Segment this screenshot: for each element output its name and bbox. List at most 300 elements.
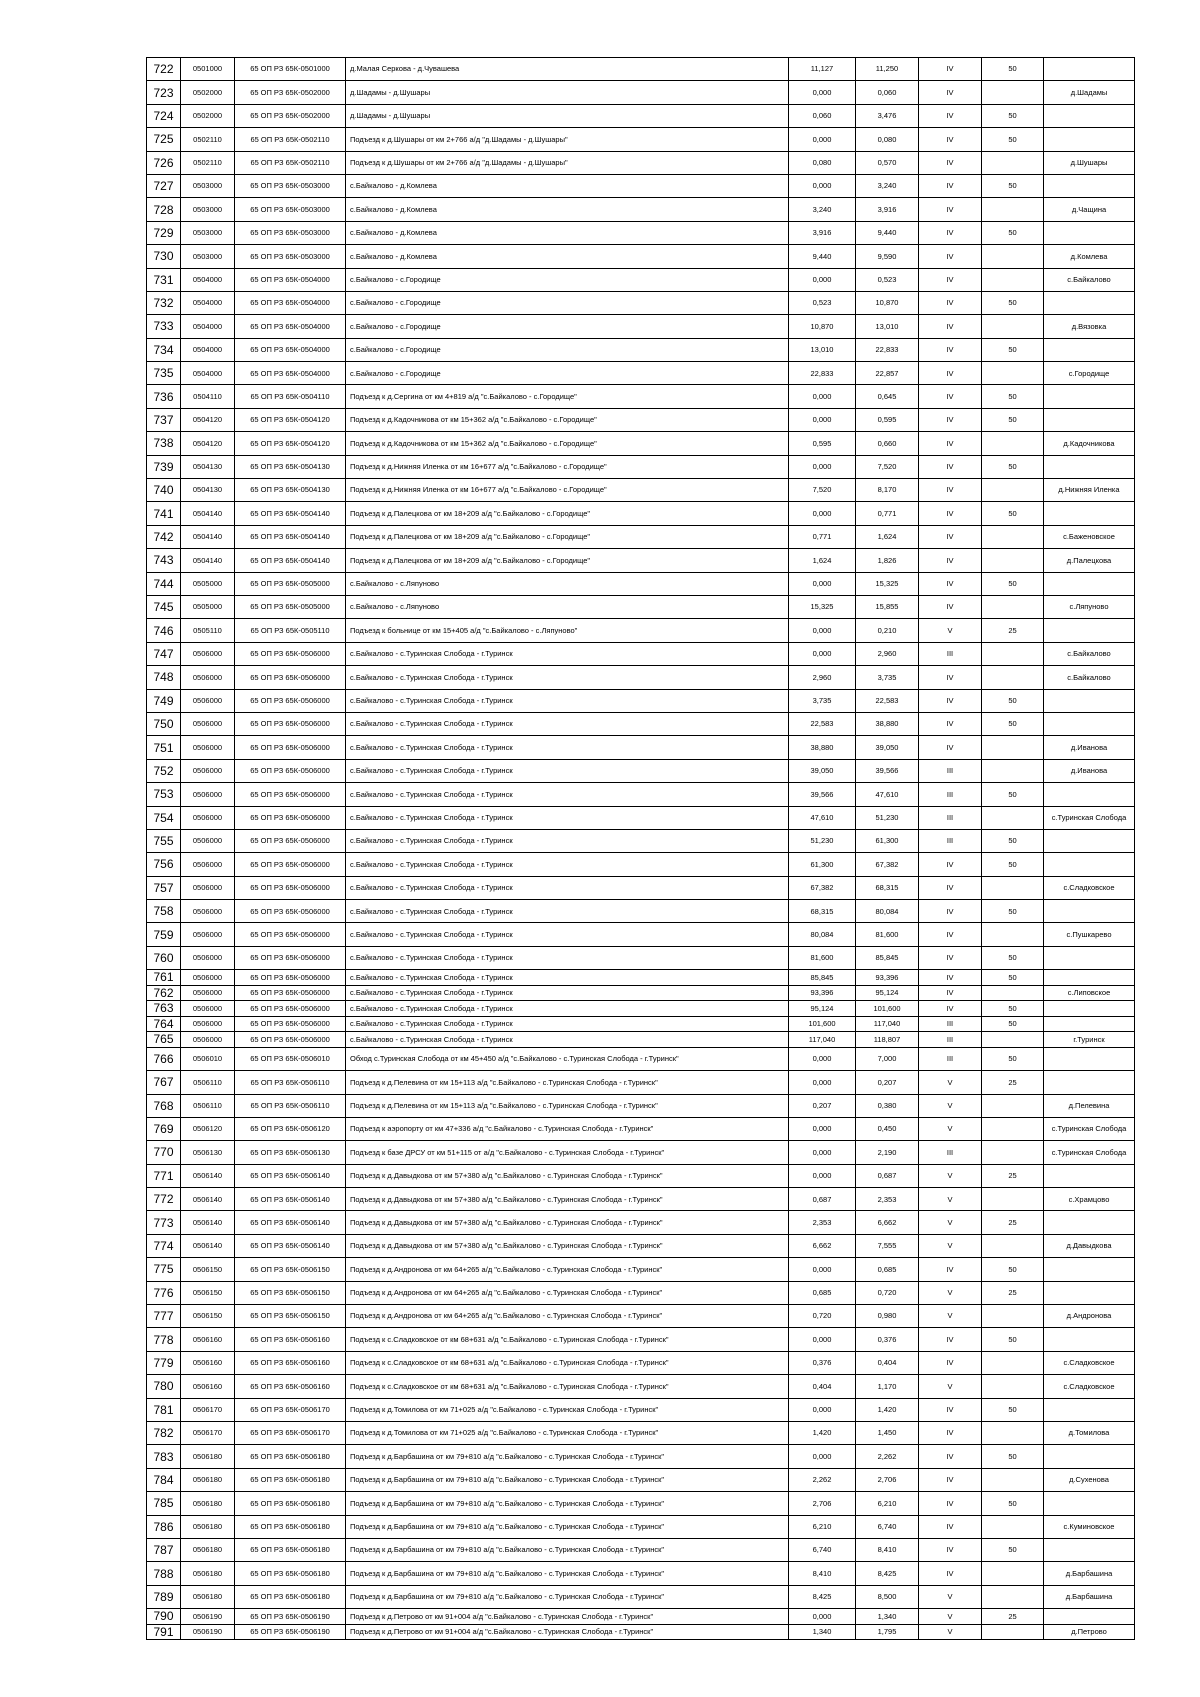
table-row [147, 1016, 1135, 1032]
speed-limit [982, 642, 1044, 665]
road-code: 0506000 [181, 985, 235, 1001]
road-category: IV [919, 689, 982, 712]
road-category: V [919, 1585, 982, 1608]
row-number: 769 [147, 1117, 181, 1140]
speed-limit [982, 923, 1044, 946]
road-name: Подъезд к д.Петрово от км 91+004 а/д "с.Байкалово - с.Туринская Слобода - г.Туринск" [346, 1609, 789, 1625]
km-start: 0,060 [789, 104, 856, 127]
road-code: 0501000 [181, 58, 235, 81]
road-name: Подъезд к д.Барбашина от км 79+810 а/д "с.Байкалово - с.Туринская Слобода - г.Туринск" [346, 1492, 789, 1515]
row-number: 784 [147, 1468, 181, 1491]
settlement: с.Сладковское [1044, 1351, 1135, 1374]
road-category: V [919, 619, 982, 642]
settlement: с.Пушкарево [1044, 923, 1135, 946]
road-category: V [919, 1624, 982, 1640]
road-category: IV [919, 198, 982, 221]
km-end: 0,523 [856, 268, 919, 291]
table-row [147, 1234, 1135, 1257]
road-name: Подъезд к д.Сергина от км 4+819 а/д "с.Байкалово - с.Городище" [346, 385, 789, 408]
road-id: 65 ОП РЗ 65К-0506180 [235, 1468, 346, 1491]
speed-limit [982, 1234, 1044, 1257]
settlement: д.Барбашина [1044, 1585, 1135, 1608]
row-number: 740 [147, 479, 181, 502]
settlement: д.Нижняя Иленка [1044, 479, 1135, 502]
road-name: с.Байкалово - с.Туринская Слобода - г.Туринск [346, 970, 789, 986]
settlement: д.Андронова [1044, 1305, 1135, 1328]
row-number: 750 [147, 712, 181, 735]
table-row [147, 338, 1135, 361]
road-category: IV [919, 1445, 982, 1468]
row-number: 736 [147, 385, 181, 408]
km-start: 0,000 [789, 1164, 856, 1187]
road-code: 0504130 [181, 479, 235, 502]
road-code: 0506110 [181, 1094, 235, 1117]
road-code: 0506000 [181, 642, 235, 665]
road-code: 0502000 [181, 104, 235, 127]
road-name: с.Байкалово - с.Туринская Слобода - г.Туринск [346, 642, 789, 665]
km-end: 0,660 [856, 432, 919, 455]
road-name: Подъезд к д.Пелевина от км 15+113 а/д "с.Байкалово - с.Туринская Слобода - г.Туринск" [346, 1071, 789, 1094]
row-number: 770 [147, 1141, 181, 1164]
road-category: V [919, 1164, 982, 1187]
road-code: 0502110 [181, 151, 235, 174]
table-row [147, 923, 1135, 946]
km-start: 13,010 [789, 338, 856, 361]
speed-limit: 50 [982, 1398, 1044, 1421]
road-id: 65 ОП РЗ 65К-0503000 [235, 174, 346, 197]
road-code: 0506000 [181, 900, 235, 923]
road-name: Подъезд к д.Нижняя Иленка от км 16+677 а/д "с.Байкалово - с.Городище" [346, 455, 789, 478]
road-name: с.Байкалово - д.Комлева [346, 221, 789, 244]
road-id: 65 ОП РЗ 65К-0501000 [235, 58, 346, 81]
road-name: Подъезд к базе ДРСУ от км 51+115 от а/д "с.Байкалово - с.Туринская Слобода - г.Туринск" [346, 1141, 789, 1164]
table-row [147, 1445, 1135, 1468]
road-name: с.Байкалово - с.Туринская Слобода - г.Туринск [346, 689, 789, 712]
speed-limit [982, 479, 1044, 502]
speed-limit [982, 759, 1044, 782]
table-row [147, 315, 1135, 338]
table-row [147, 759, 1135, 782]
road-code: 0506190 [181, 1609, 235, 1625]
km-start: 7,520 [789, 479, 856, 502]
km-end: 1,826 [856, 549, 919, 572]
speed-limit: 25 [982, 1281, 1044, 1304]
road-name: Подъезд к д.Барбашина от км 79+810 а/д "с.Байкалово - с.Туринская Слобода - г.Туринск" [346, 1585, 789, 1608]
road-code: 0506170 [181, 1421, 235, 1444]
road-category: IV [919, 1328, 982, 1351]
km-end: 80,084 [856, 900, 919, 923]
speed-limit: 50 [982, 174, 1044, 197]
row-number: 768 [147, 1094, 181, 1117]
table-row [147, 689, 1135, 712]
table-row [147, 1281, 1135, 1304]
km-end: 6,740 [856, 1515, 919, 1538]
road-category: IV [919, 736, 982, 759]
settlement [1044, 1071, 1135, 1094]
km-start: 0,000 [789, 128, 856, 151]
table-row [147, 806, 1135, 829]
speed-limit: 50 [982, 712, 1044, 735]
row-number: 745 [147, 595, 181, 618]
row-number: 753 [147, 783, 181, 806]
settlement: д.Шадамы [1044, 81, 1135, 104]
road-category: IV [919, 432, 982, 455]
km-end: 7,520 [856, 455, 919, 478]
row-number: 766 [147, 1047, 181, 1070]
road-code: 0503000 [181, 198, 235, 221]
road-id: 65 ОП РЗ 65К-0502000 [235, 81, 346, 104]
km-end: 95,124 [856, 985, 919, 1001]
settlement [1044, 1538, 1135, 1561]
km-start: 1,624 [789, 549, 856, 572]
road-category: IV [919, 525, 982, 548]
road-code: 0506140 [181, 1188, 235, 1211]
road-name: с.Байкалово - с.Туринская Слобода - г.Туринск [346, 783, 789, 806]
table-row [147, 666, 1135, 689]
road-category: IV [919, 1351, 982, 1374]
table-row [147, 572, 1135, 595]
table-row [147, 1141, 1135, 1164]
road-name: с.Байкалово - с.Туринская Слобода - г.Туринск [346, 712, 789, 735]
road-code: 0506140 [181, 1211, 235, 1234]
settlement: д.Иванова [1044, 759, 1135, 782]
table-row [147, 1094, 1135, 1117]
km-end: 117,040 [856, 1016, 919, 1032]
settlement: с.Туринская Слобода [1044, 806, 1135, 829]
road-name: с.Байкалово - с.Туринская Слобода - г.Туринск [346, 666, 789, 689]
km-start: 0,080 [789, 151, 856, 174]
speed-limit: 50 [982, 221, 1044, 244]
road-id: 65 ОП РЗ 65К-0506000 [235, 946, 346, 969]
table-row [147, 1117, 1135, 1140]
km-start: 6,662 [789, 1234, 856, 1257]
settlement [1044, 900, 1135, 923]
road-id: 65 ОП РЗ 65К-0504140 [235, 525, 346, 548]
road-code: 0505000 [181, 572, 235, 595]
speed-limit [982, 1188, 1044, 1211]
km-start: 0,000 [789, 1398, 856, 1421]
road-category: IV [919, 923, 982, 946]
road-id: 65 ОП РЗ 65К-0506000 [235, 783, 346, 806]
settlement [1044, 291, 1135, 314]
table-row [147, 1188, 1135, 1211]
table-row [147, 1047, 1135, 1070]
road-name: Подъезд к д.Давыдкова от км 57+380 а/д "с.Байкалово - с.Туринская Слобода - г.Туринск" [346, 1234, 789, 1257]
row-number: 781 [147, 1398, 181, 1421]
settlement: с.Байкалово [1044, 268, 1135, 291]
km-end: 61,300 [856, 829, 919, 852]
speed-limit [982, 1468, 1044, 1491]
km-start: 0,000 [789, 1445, 856, 1468]
table-row [147, 385, 1135, 408]
road-name: Подъезд к д.Давыдкова от км 57+380 а/д "с.Байкалово - с.Туринская Слобода - г.Туринск" [346, 1211, 789, 1234]
speed-limit [982, 549, 1044, 572]
km-start: 1,340 [789, 1624, 856, 1640]
road-category: IV [919, 1001, 982, 1017]
km-start: 0,000 [789, 268, 856, 291]
km-start: 0,000 [789, 1117, 856, 1140]
road-name: с.Байкалово - с.Туринская Слобода - г.Туринск [346, 1001, 789, 1017]
speed-limit: 50 [982, 853, 1044, 876]
km-start: 39,050 [789, 759, 856, 782]
settlement [1044, 712, 1135, 735]
speed-limit: 50 [982, 291, 1044, 314]
settlement: д.Барбашина [1044, 1562, 1135, 1585]
road-id: 65 ОП РЗ 65К-0504120 [235, 408, 346, 431]
km-start: 0,000 [789, 572, 856, 595]
km-start: 10,870 [789, 315, 856, 338]
table-row [147, 362, 1135, 385]
road-category: IV [919, 1421, 982, 1444]
road-category: III [919, 783, 982, 806]
road-id: 65 ОП РЗ 65К-0506000 [235, 970, 346, 986]
settlement [1044, 58, 1135, 81]
table-row [147, 1351, 1135, 1374]
road-category: IV [919, 946, 982, 969]
table-row [147, 876, 1135, 899]
road-code: 0503000 [181, 221, 235, 244]
table-row [147, 1624, 1135, 1640]
road-code: 0504000 [181, 362, 235, 385]
settlement [1044, 1047, 1135, 1070]
table-row [147, 853, 1135, 876]
road-code: 0504140 [181, 502, 235, 525]
road-category: V [919, 1305, 982, 1328]
row-number: 752 [147, 759, 181, 782]
settlement [1044, 1164, 1135, 1187]
road-code: 0505000 [181, 595, 235, 618]
road-category: IV [919, 362, 982, 385]
road-code: 0502000 [181, 81, 235, 104]
speed-limit: 25 [982, 1211, 1044, 1234]
speed-limit [982, 1515, 1044, 1538]
row-number: 732 [147, 291, 181, 314]
speed-limit: 50 [982, 408, 1044, 431]
km-end: 13,010 [856, 315, 919, 338]
road-category: III [919, 829, 982, 852]
road-category: IV [919, 502, 982, 525]
road-category: III [919, 1016, 982, 1032]
road-code: 0506000 [181, 783, 235, 806]
table-row [147, 1609, 1135, 1625]
row-number: 771 [147, 1164, 181, 1187]
road-code: 0504120 [181, 432, 235, 455]
km-start: 1,420 [789, 1421, 856, 1444]
settlement [1044, 946, 1135, 969]
km-start: 0,000 [789, 1258, 856, 1281]
settlement: д.Сухенова [1044, 1468, 1135, 1491]
speed-limit: 50 [982, 900, 1044, 923]
settlement [1044, 829, 1135, 852]
speed-limit [982, 1585, 1044, 1608]
table-row [147, 502, 1135, 525]
km-start: 68,315 [789, 900, 856, 923]
speed-limit [982, 432, 1044, 455]
road-code: 0506000 [181, 806, 235, 829]
settlement: д.Палецкова [1044, 549, 1135, 572]
km-start: 0,000 [789, 619, 856, 642]
km-end: 2,706 [856, 1468, 919, 1491]
road-id: 65 ОП РЗ 65К-0505000 [235, 572, 346, 595]
km-end: 0,687 [856, 1164, 919, 1187]
road-id: 65 ОП РЗ 65К-0506010 [235, 1047, 346, 1070]
km-start: 80,084 [789, 923, 856, 946]
road-category: III [919, 759, 982, 782]
settlement [1044, 1001, 1135, 1017]
road-category: IV [919, 1515, 982, 1538]
road-id: 65 ОП РЗ 65К-0506000 [235, 829, 346, 852]
row-number: 756 [147, 853, 181, 876]
table-row [147, 174, 1135, 197]
km-start: 93,396 [789, 985, 856, 1001]
road-category: V [919, 1188, 982, 1211]
speed-limit [982, 315, 1044, 338]
road-name: с.Байкалово - с.Городище [346, 362, 789, 385]
km-end: 8,425 [856, 1562, 919, 1585]
km-start: 9,440 [789, 245, 856, 268]
settlement [1044, 408, 1135, 431]
settlement [1044, 1211, 1135, 1234]
km-start: 2,262 [789, 1468, 856, 1491]
row-number: 758 [147, 900, 181, 923]
road-id: 65 ОП РЗ 65К-0506190 [235, 1624, 346, 1640]
row-number: 787 [147, 1538, 181, 1561]
road-name: Подъезд к д.Барбашина от км 79+810 а/д "с.Байкалово - с.Туринская Слобода - г.Туринск" [346, 1562, 789, 1585]
road-code: 0506000 [181, 1001, 235, 1017]
road-category: IV [919, 128, 982, 151]
road-name: Подъезд к д.Пелевина от км 15+113 а/д "с.Байкалово - с.Туринская Слобода - г.Туринск" [346, 1094, 789, 1117]
road-name: Подъезд к д.Палецкова от км 18+209 а/д "с.Байкалово - с.Городище" [346, 502, 789, 525]
speed-limit: 50 [982, 1492, 1044, 1515]
km-start: 47,610 [789, 806, 856, 829]
road-name: с.Байкалово - д.Комлева [346, 174, 789, 197]
km-end: 1,624 [856, 525, 919, 548]
road-name: с.Байкалово - с.Городище [346, 291, 789, 314]
road-code: 0504000 [181, 338, 235, 361]
row-number: 735 [147, 362, 181, 385]
km-end: 11,250 [856, 58, 919, 81]
table-row [147, 455, 1135, 478]
road-category: V [919, 1281, 982, 1304]
table-row [147, 1001, 1135, 1017]
km-start: 22,583 [789, 712, 856, 735]
road-id: 65 ОП РЗ 65К-0506000 [235, 1001, 346, 1017]
km-end: 2,190 [856, 1141, 919, 1164]
table-row [147, 619, 1135, 642]
road-id: 65 ОП РЗ 65К-0506000 [235, 900, 346, 923]
speed-limit: 50 [982, 783, 1044, 806]
road-code: 0506150 [181, 1281, 235, 1304]
road-code: 0506000 [181, 970, 235, 986]
road-category: IV [919, 1468, 982, 1491]
road-category: IV [919, 572, 982, 595]
settlement: с.Туринская Слобода [1044, 1141, 1135, 1164]
table-row [147, 1492, 1135, 1515]
settlement [1044, 455, 1135, 478]
settlement: с.Сладковское [1044, 1375, 1135, 1398]
road-name: Подъезд к д.Томилова от км 71+025 а/д "с.Байкалово - с.Туринская Слобода - г.Туринск" [346, 1421, 789, 1444]
row-number: 751 [147, 736, 181, 759]
road-category: IV [919, 58, 982, 81]
road-code: 0506190 [181, 1624, 235, 1640]
road-category: IV [919, 291, 982, 314]
road-id: 65 ОП РЗ 65К-0506180 [235, 1445, 346, 1468]
settlement [1044, 338, 1135, 361]
road-code: 0506000 [181, 1016, 235, 1032]
road-code: 0506160 [181, 1375, 235, 1398]
road-category: IV [919, 666, 982, 689]
road-category: III [919, 642, 982, 665]
road-category: IV [919, 1562, 982, 1585]
table-row [147, 1585, 1135, 1608]
table-body [147, 58, 1135, 1640]
road-category: V [919, 1071, 982, 1094]
road-name: с.Байкалово - с.Туринская Слобода - г.Туринск [346, 853, 789, 876]
row-number: 726 [147, 151, 181, 174]
road-id: 65 ОП РЗ 65К-0506150 [235, 1258, 346, 1281]
row-number: 725 [147, 128, 181, 151]
road-code: 0506000 [181, 736, 235, 759]
speed-limit: 50 [982, 385, 1044, 408]
road-name: с.Байкалово - с.Туринская Слобода - г.Туринск [346, 985, 789, 1001]
settlement: с.Липовское [1044, 985, 1135, 1001]
km-end: 6,662 [856, 1211, 919, 1234]
settlement [1044, 1016, 1135, 1032]
road-id: 65 ОП РЗ 65К-0506000 [235, 853, 346, 876]
road-category: IV [919, 268, 982, 291]
row-number: 773 [147, 1211, 181, 1234]
road-code: 0506180 [181, 1538, 235, 1561]
table-row [147, 432, 1135, 455]
km-end: 15,855 [856, 595, 919, 618]
row-number: 754 [147, 806, 181, 829]
km-end: 85,845 [856, 946, 919, 969]
km-start: 6,740 [789, 1538, 856, 1561]
table-row [147, 1421, 1135, 1444]
road-id: 65 ОП РЗ 65К-0506000 [235, 736, 346, 759]
table-row [147, 1032, 1135, 1048]
row-number: 778 [147, 1328, 181, 1351]
roads-table [146, 57, 1135, 1640]
km-end: 1,450 [856, 1421, 919, 1444]
table-row [147, 1164, 1135, 1187]
road-id: 65 ОП РЗ 65К-0506150 [235, 1305, 346, 1328]
km-end: 22,857 [856, 362, 919, 385]
km-end: 3,916 [856, 198, 919, 221]
km-end: 68,315 [856, 876, 919, 899]
km-end: 2,262 [856, 1445, 919, 1468]
road-name: Подъезд к д.Барбашина от км 79+810 а/д "с.Байкалово - с.Туринская Слобода - г.Туринск" [346, 1538, 789, 1561]
speed-limit: 50 [982, 970, 1044, 986]
road-name: д.Шадамы - д.Шушары [346, 81, 789, 104]
settlement [1044, 1609, 1135, 1625]
km-start: 61,300 [789, 853, 856, 876]
speed-limit: 50 [982, 455, 1044, 478]
table-row [147, 58, 1135, 81]
road-id: 65 ОП РЗ 65К-0504000 [235, 268, 346, 291]
settlement: д.Кадочникова [1044, 432, 1135, 455]
speed-limit: 50 [982, 1538, 1044, 1561]
road-id: 65 ОП РЗ 65К-0506160 [235, 1328, 346, 1351]
road-id: 65 ОП РЗ 65К-0506160 [235, 1375, 346, 1398]
speed-limit [982, 876, 1044, 899]
table-row [147, 81, 1135, 104]
row-number: 723 [147, 81, 181, 104]
road-code: 0506010 [181, 1047, 235, 1070]
km-end: 22,833 [856, 338, 919, 361]
km-end: 2,353 [856, 1188, 919, 1211]
speed-limit: 50 [982, 104, 1044, 127]
